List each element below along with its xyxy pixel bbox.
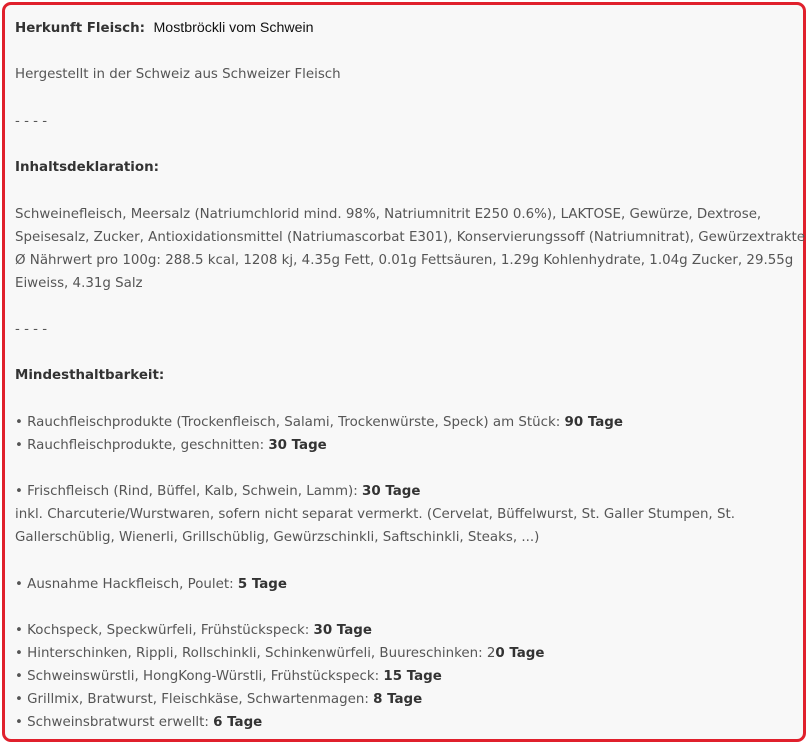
list-item-text: • Rauchfleischprodukte, geschnitten:: [15, 438, 269, 453]
list-item-days: 15 Tage: [383, 669, 442, 684]
list-item-rauch-stueck: [15, 411, 623, 434]
inhalt-heading: Inhaltsdeklaration:: [15, 160, 159, 175]
list-item-text: • Schweinsbratwurst erwellt:: [15, 715, 214, 730]
list-item-days: 5 Tage: [237, 577, 287, 592]
list-item-rauch-geschnitten: [15, 434, 327, 457]
herkunft-value: Mostbröckli vom Schwein: [153, 20, 314, 36]
frisch-note-2: Gallerschüblig, Wienerli, Grillschüblig, Gewürzschinkli, Saftschinkli, Steaks, ...): [15, 530, 540, 545]
list-item-text: • Rauchfleischprodukte (Trockenfleisch, Salami, Trockenwürste, Speck) am Stück:: [15, 415, 565, 430]
list-item-kochspeck: [15, 619, 372, 642]
inhalt-line-4: Eiweiss, 4.31g Salz: [15, 276, 143, 291]
separator-2: - - - -: [15, 322, 48, 337]
list-item-bratwurst: [15, 711, 262, 734]
list-item-days: 30 Tage: [268, 438, 327, 453]
haltbarkeit-heading: Mindesthaltbarkeit:: [15, 368, 165, 383]
list-item-days: 30 Tage: [313, 623, 372, 638]
product-info-panel: [2, 2, 806, 742]
herkunft-line: [15, 17, 314, 40]
list-item-hack: [15, 573, 287, 596]
frisch-note-1: inkl. Charcuterie/Wurstwaren, sofern nicht separat vermerkt. (Cervelat, Büffelwurst, St. Galler Stumpen, St.: [15, 507, 735, 522]
list-item-text: • Frischfleisch (Rind, Büffel, Kalb, Schwein, Lamm):: [15, 484, 363, 499]
list-item-frisch: [15, 480, 420, 503]
list-item-grillmix: [15, 688, 422, 711]
list-item-text: • Kochspeck, Speckwürfeli, Frühstückspeck:: [15, 623, 314, 638]
list-item-text: • Ausnahme Hackfleisch, Poulet:: [15, 577, 238, 592]
inhalt-line-1: Schweinefleisch, Meersalz (Natriumchlorid mind. 98%, Natriumnitrit E250 0.6%), LAKTOSE, Gewürze, Dextrose,: [15, 207, 762, 222]
list-item-days: 6 Tage: [213, 715, 263, 730]
list-item-days: 30 Tage: [362, 484, 421, 499]
list-item-text: • Schweinswürstli, HongKong-Würstli, Frühstückspeck:: [15, 669, 384, 684]
inhalt-line-3: Ø Nährwert pro 100g: 288.5 kcal, 1208 kj, 4.35g Fett, 0.01g Fettsäuren, 1.29g Kohlenhydrate, 1.04g Zucker, 29.55g: [15, 253, 794, 268]
list-item-hinterschinken: [15, 642, 544, 665]
herkunft-label: Herkunft Fleisch:: [15, 21, 145, 36]
inhalt-line-2: Speisesalz, Zucker, Antioxidationsmittel (Natriumascorbat E301), Konservierungssoff (Natriumnitrat), Gewürzextrakte: [15, 230, 806, 245]
list-item-text: • Grillmix, Bratwurst, Fleischkäse, Schwartenmagen:: [15, 692, 374, 707]
list-item-text: • Hinterschinken, Rippli, Rollschinkli, Schinkenwürfeli, Buureschinken: 2: [15, 646, 496, 661]
herkunft-note: Hergestellt in der Schweiz aus Schweizer Fleisch: [15, 67, 341, 82]
list-item-days: 0 Tage: [495, 646, 545, 661]
separator-1: - - - -: [15, 114, 48, 129]
list-item-days: 90 Tage: [564, 415, 623, 430]
list-item-days: 8 Tage: [373, 692, 423, 707]
list-item-schweinswuerstli: [15, 665, 442, 688]
